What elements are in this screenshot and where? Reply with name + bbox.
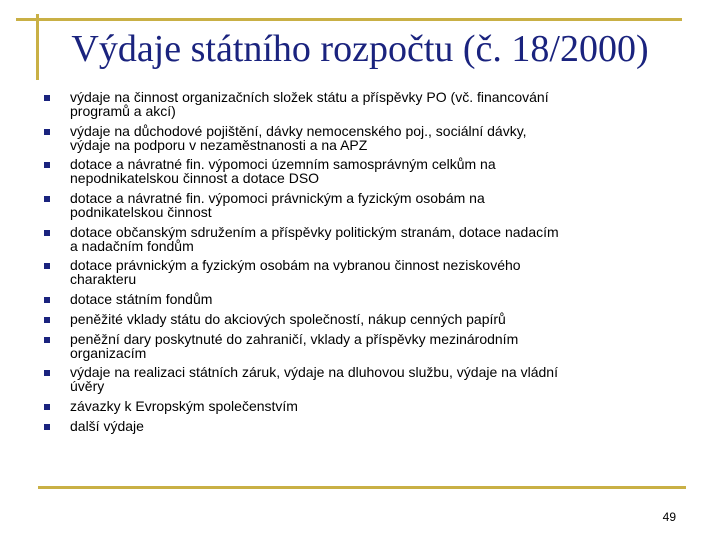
square-bullet-icon	[44, 129, 50, 135]
list-item-line: dotace a návratné fin. výpomoci územním samosprávným celkům na	[70, 156, 496, 173]
list-item-line: výdaje na realizaci státních záruk, výdaje na dluhovou službu, výdaje na vládní	[70, 364, 558, 381]
square-bullet-icon	[44, 370, 50, 376]
list-item-line: dotace státním fondům	[70, 291, 213, 308]
list-item-line: charakteru	[70, 271, 137, 288]
list-item-line: a nadačním fondům	[70, 237, 194, 254]
list-item	[42, 225, 682, 253]
square-bullet-icon	[44, 317, 50, 323]
list-item-line: závazky k Evropským společenstvím	[70, 397, 298, 414]
bottom-rule	[38, 486, 686, 489]
list-item-line: organizacím	[70, 344, 147, 361]
list-item-line: další výdaje	[70, 417, 144, 434]
list-item	[42, 399, 682, 413]
list-item-line: peněžní dary poskytnuté do zahraničí, vklady a příspěvky mezinárodním	[70, 330, 519, 347]
list-item	[42, 90, 682, 118]
square-bullet-icon	[44, 263, 50, 269]
list-item-line: dotace občanským sdružením a příspěvky politickým stranám, dotace nadacím	[70, 223, 559, 240]
slide-title: Výdaje státního rozpočtu (č. 18/2000)	[71, 28, 649, 70]
page-number: 49	[662, 510, 676, 524]
list-item-line: výdaje na důchodové pojištění, dávky nemocenského poj., sociální dávky,	[70, 122, 527, 139]
title-vertical-rule	[36, 14, 39, 80]
list-item	[42, 157, 682, 185]
title-horizontal-rule	[16, 18, 682, 21]
list-item-line: nepodnikatelskou činnost a dotace DSO	[70, 170, 320, 187]
square-bullet-icon	[44, 297, 50, 303]
list-item-line: dotace právnickým a fyzickým osobám na vybranou činnost neziskového	[70, 257, 521, 274]
list-item-line: dotace a návratné fin. výpomoci právnickým a fyzickým osobám na	[70, 190, 485, 207]
square-bullet-icon	[44, 337, 50, 343]
list-item-line: podnikatelskou činnost	[70, 204, 212, 221]
list-item	[42, 124, 682, 152]
list-item	[42, 419, 682, 433]
bullet-list	[42, 90, 682, 438]
list-item	[42, 258, 682, 286]
list-item	[42, 332, 682, 360]
list-item	[42, 365, 682, 393]
list-item-line: výdaje na podporu v nezaměstnanosti a na APZ	[70, 136, 368, 153]
list-item-line: úvěry	[70, 378, 105, 395]
list-item	[42, 292, 682, 306]
list-item-line: výdaje na činnost organizačních složek státu a příspěvky PO (vč. financování	[70, 89, 549, 105]
square-bullet-icon	[44, 404, 50, 410]
square-bullet-icon	[44, 230, 50, 236]
list-item	[42, 312, 682, 326]
list-item-line: programů a akcí)	[70, 103, 176, 119]
square-bullet-icon	[44, 424, 50, 430]
list-item-line: peněžité vklady státu do akciových společností, nákup cenných papírů	[70, 310, 506, 327]
list-item	[42, 191, 682, 219]
square-bullet-icon	[44, 162, 50, 168]
square-bullet-icon	[44, 95, 50, 101]
square-bullet-icon	[44, 196, 50, 202]
